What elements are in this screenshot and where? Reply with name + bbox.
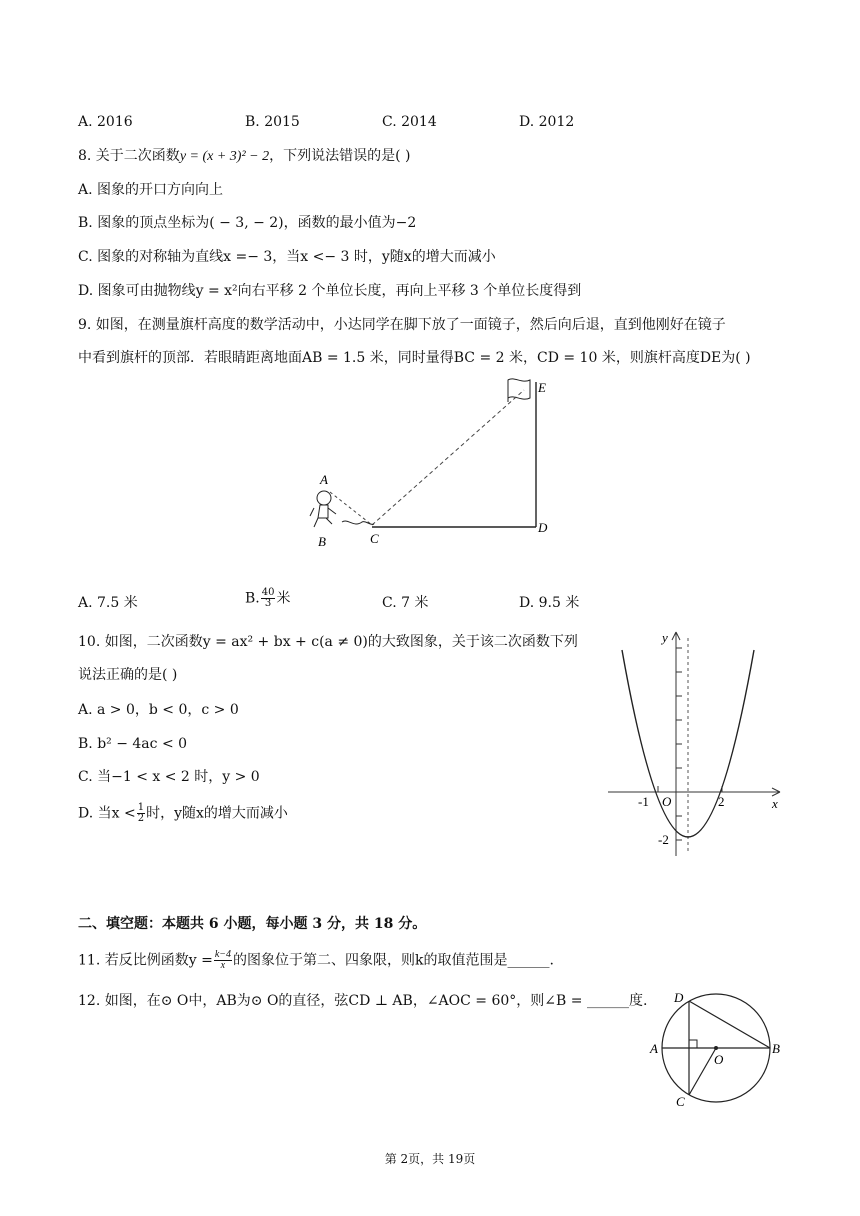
q10-neg1-label: -1 bbox=[638, 794, 649, 809]
q10-option-d-fraction bbox=[137, 803, 145, 824]
q11-stem-post: 的图象位于第二、四象限，则k的取值范围是______. bbox=[233, 952, 554, 969]
q9-label-c: C bbox=[370, 531, 379, 546]
q9-option-a: A. 7.5 米 bbox=[78, 595, 138, 611]
q12-label-d: D bbox=[674, 990, 684, 1005]
q10-option-b: B. b² − 4ac < 0 bbox=[78, 736, 188, 752]
q9-label-b: B bbox=[318, 534, 326, 549]
q10-two-label: 2 bbox=[718, 794, 725, 809]
q11-stem bbox=[78, 950, 554, 971]
q8-stem-pre: 8. 关于二次函数 bbox=[78, 148, 180, 164]
q9-label-d: D bbox=[538, 520, 548, 535]
q9-option-d: D. 9.5 米 bbox=[519, 595, 580, 611]
q10-stem-line1: 10. 如图，二次函数y = ax² + bx + c(a ≠ 0)的大致图象，关于该二次函数下列 bbox=[78, 634, 578, 650]
q9-option-b-denominator: 3 bbox=[264, 598, 272, 609]
q12-circle-figure bbox=[646, 986, 796, 1110]
q7-option-a: A. 2016 bbox=[78, 114, 133, 130]
q8-option-d: D. 图象可由抛物线y = x²向右平移 2 个单位长度，再向上平移 3 个单位长度得到 bbox=[78, 283, 582, 299]
q9-label-e: E bbox=[538, 380, 546, 395]
section-2-title: 二、填空题：本题共 6 小题，每小题 3 分，共 18 分。 bbox=[78, 916, 427, 932]
q9-option-b bbox=[245, 588, 290, 609]
q10-option-d-pre: D. 当x < bbox=[78, 805, 136, 822]
q9-flagpole-figure bbox=[300, 372, 560, 552]
q9-option-b-fraction bbox=[261, 588, 276, 609]
q12-label-o: O bbox=[714, 1052, 724, 1067]
q8-stem bbox=[78, 146, 410, 167]
q9-option-b-suffix: 米 bbox=[276, 590, 291, 607]
q11-fraction bbox=[214, 950, 232, 971]
q12-label-a: A bbox=[650, 1041, 658, 1056]
q9-label-a: A bbox=[320, 472, 328, 487]
q12-stem: 12. 如图，在⊙ O中，AB为⊙ O的直径，弦CD ⊥ AB，∠AOC = 60°，则∠B = ______度. bbox=[78, 993, 648, 1009]
q12-label-b: B bbox=[772, 1041, 780, 1056]
q10-origin-label: O bbox=[662, 794, 672, 809]
q10-neg2-label: -2 bbox=[658, 832, 669, 847]
q9-option-c: C. 7 米 bbox=[382, 595, 429, 611]
q7-option-c: C. 2014 bbox=[382, 114, 437, 130]
q10-parabola-graph bbox=[600, 624, 790, 864]
q10-option-d bbox=[78, 803, 288, 824]
q9-option-b-numerator: 40 bbox=[261, 587, 275, 598]
q12-label-c: C bbox=[676, 1094, 685, 1109]
q11-denominator: x bbox=[220, 960, 226, 971]
q8-option-a: A. 图象的开口方向向上 bbox=[78, 182, 224, 198]
q7-option-d: D. 2012 bbox=[519, 114, 575, 130]
q9-stem-line2: 中看到旗杆的顶部．若眼睛距离地面AB = 1.5 米，同时量得BC = 2 米，CD = 10 米，则旗杆高度DE为( ) bbox=[78, 350, 751, 366]
q8-option-b: B. 图象的顶点坐标为( − 3, − 2)，函数的最小值为−2 bbox=[78, 215, 417, 231]
q9-stem-line1: 9. 如图，在测量旗杆高度的数学活动中，小达同学在脚下放了一面镜子，然后向后退，直到他刚好在镜子 bbox=[78, 317, 726, 333]
q10-option-a: A. a > 0，b < 0，c > 0 bbox=[78, 702, 239, 718]
q10-option-c: C. 当−1 < x < 2 时，y > 0 bbox=[78, 769, 260, 785]
q10-y-axis-label: y bbox=[662, 630, 668, 645]
q11-stem-pre: 11. 若反比例函数y = bbox=[78, 952, 213, 969]
page-footer: 第 2页，共 19页 bbox=[384, 1152, 476, 1166]
q10-option-d-post: 时，y随x的增大而减小 bbox=[146, 805, 288, 822]
q10-stem-line2: 说法正确的是( ) bbox=[78, 667, 178, 683]
q10-x-axis-label: x bbox=[772, 796, 778, 811]
q9-option-b-prefix: B. bbox=[245, 590, 260, 607]
q8-option-c: C. 图象的对称轴为直线x =− 3，当x <− 3 时，y随x的增大而减小 bbox=[78, 249, 496, 265]
q8-stem-post: ，下列说法错误的是( ) bbox=[269, 148, 411, 164]
q11-numerator: k−4 bbox=[214, 949, 231, 960]
q10-option-d-denominator: 2 bbox=[137, 813, 145, 824]
q10-option-d-numerator: 1 bbox=[137, 802, 145, 813]
q8-stem-formula: y = (x + 3)² − 2 bbox=[179, 149, 270, 164]
q7-option-b: B. 2015 bbox=[245, 114, 300, 130]
